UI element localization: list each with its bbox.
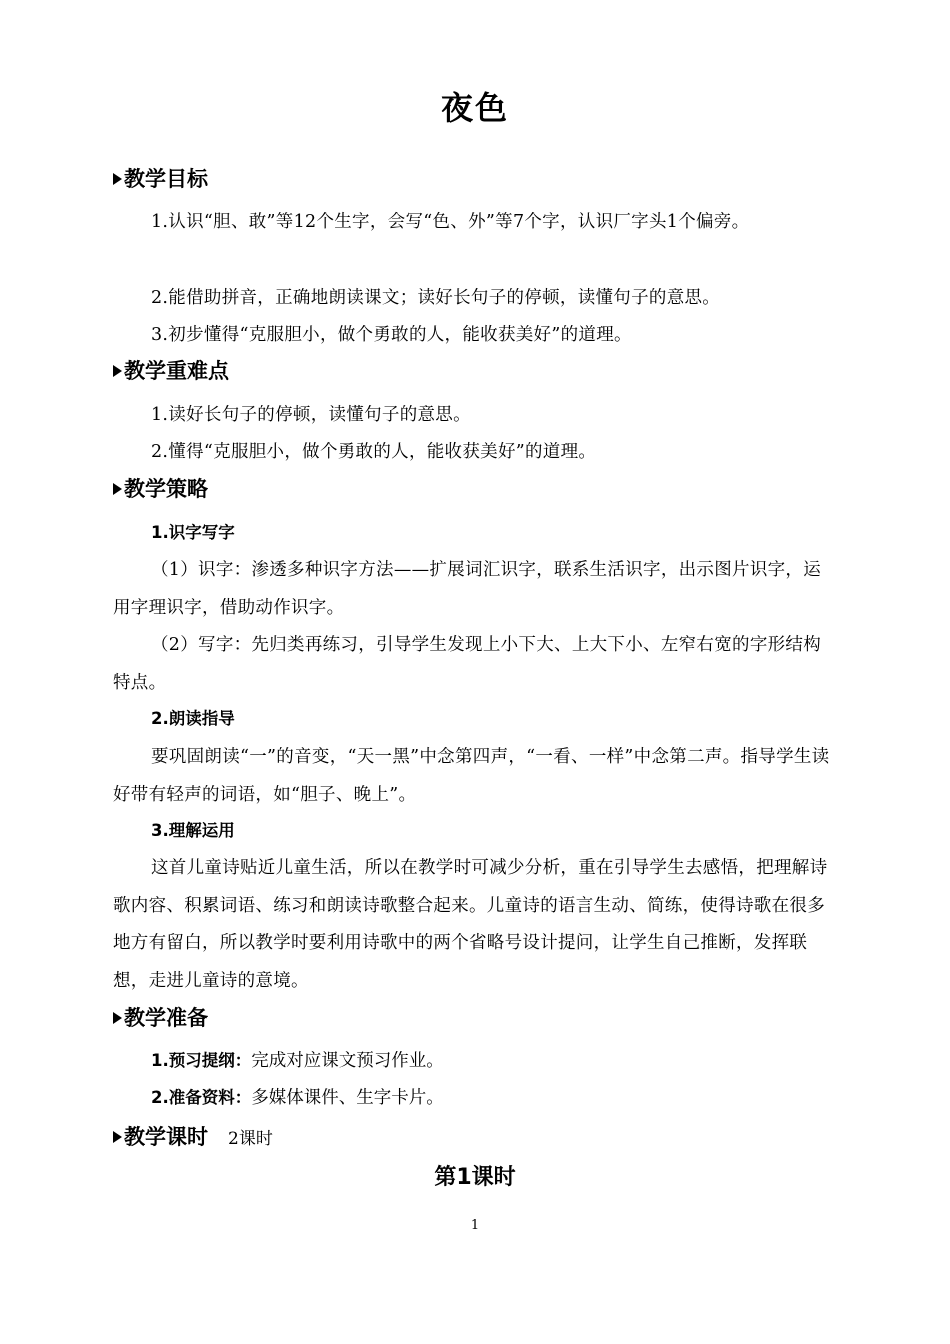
strategy-subheading: 2.朗读指导 — [151, 709, 235, 728]
key-point-item: 1.读好长句子的停顿，读懂句子的意思。 — [151, 405, 471, 425]
preparation-item — [151, 1044, 444, 1078]
periods-value: 2课时 — [228, 1129, 273, 1149]
section-heading-label: 教学目标 — [124, 167, 208, 191]
preparation-text: 完成对应课文预习作业。 — [251, 1051, 444, 1071]
goal-item: 1.认识“胆、敢”等12个生字，会写“色、外”等7个字，认识厂字头1个偏旁。 — [151, 212, 750, 232]
lesson-title: 第1课时 — [434, 1165, 516, 1190]
page-number: 1 — [470, 1218, 480, 1233]
document-title: 夜色 — [440, 89, 509, 127]
section-heading-key-points — [113, 356, 229, 386]
section-heading-strategies — [113, 474, 208, 504]
strategy-paragraph: 这首儿童诗贴近儿童生活，所以在教学时可减少分析，重在引导学生去感悟，把理解诗歌内容、积累词语、练习和朗读诗歌整合起来。儿童诗的语言生动、简练，使得诗歌在很多地方有留白，所以教学时要利用诗歌中的两个省略号设计提问，让学生自己推断，发挥联想，走进儿童诗的意境。 — [113, 858, 828, 991]
triangle-bullet-icon — [113, 1012, 122, 1024]
strategy-subheading: 3.理解运用 — [151, 821, 235, 840]
section-heading-label: 教学课时 — [124, 1125, 208, 1149]
section-heading-label: 教学重难点 — [124, 359, 229, 383]
preparation-label: 2.准备资料： — [151, 1088, 252, 1107]
section-heading-label: 教学准备 — [124, 1006, 208, 1030]
preparation-label: 1.预习提纲： — [151, 1051, 252, 1070]
triangle-bullet-icon — [113, 1131, 122, 1143]
key-point-item: 2.懂得“克服胆小，做个勇敢的人，能收获美好”的道理。 — [151, 442, 597, 462]
strategy-paragraph: 要巩固朗读“一”的音变，“天一黑”中念第四声，“一看、一样”中念第二声。指导学生读好带有轻声的词语，如“胆子、晚上”。 — [113, 747, 830, 805]
strategy-paragraph: （1）识字：渗透多种识字方法——扩展词汇识字，联系生活识字，出示图片识字，运用字理识字，借助动作识字。 — [113, 560, 822, 618]
strategy-paragraph: （2）写字：先归类再练习，引导学生发现上小下大、上大下小、左窄右宽的字形结构特点。 — [113, 635, 822, 693]
strategy-subheading: 1.识字写字 — [151, 523, 235, 542]
preparation-item — [151, 1081, 444, 1115]
triangle-bullet-icon — [113, 365, 122, 377]
section-heading-periods — [113, 1122, 273, 1154]
triangle-bullet-icon — [113, 483, 122, 495]
section-heading-goals — [113, 164, 208, 194]
preparation-text: 多媒体课件、生字卡片。 — [251, 1088, 444, 1108]
section-heading-label: 教学策略 — [124, 477, 208, 501]
section-heading-preparation — [113, 1003, 208, 1033]
triangle-bullet-icon — [113, 173, 122, 185]
goal-item: 3.初步懂得“克服胆小，做个勇敢的人，能收获美好”的道理。 — [151, 325, 632, 345]
goal-item: 2.能借助拼音，正确地朗读课文；读好长句子的停顿，读懂句子的意思。 — [151, 288, 721, 308]
